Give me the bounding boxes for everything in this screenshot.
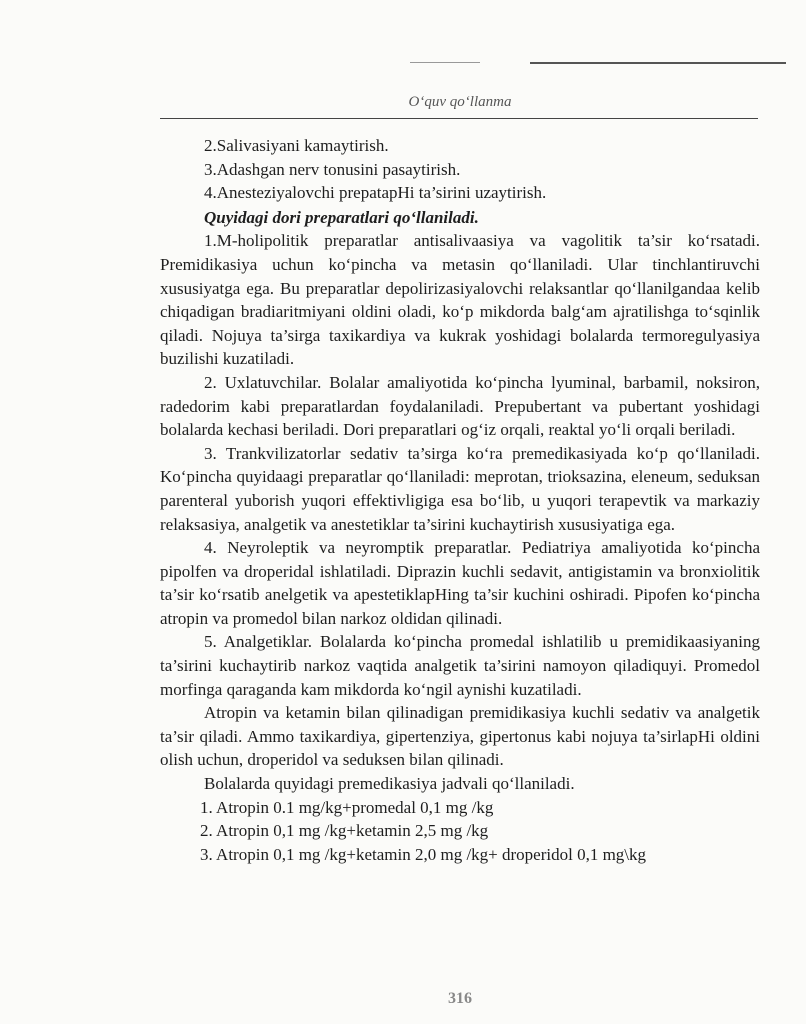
list-item: 2. Atropin 0,1 mg /kg+ketamin 2,5 mg /kg — [200, 821, 489, 841]
intro-list — [160, 134, 760, 205]
paragraph-premedication-intro: Bolalarda quyidagi premedikasiya jadvali qo‘llaniladi. — [204, 774, 575, 794]
header-rule — [160, 118, 758, 119]
top-scan-rule-mid — [410, 62, 480, 63]
paragraph-atropin-ketamin: Atropin va ketamin bilan qilinadigan premidikasiya kuchli sedativ va analgetik ta’sir qiladi. Ammo taxikardiya, gipertenziya, gipertonus kabi nojuya ta’sirlapHi oldini olish uchun, droperidol va seduksen bilan qilinadi. — [160, 703, 760, 770]
list-item: 4.Anesteziyalovchi prepatapHi ta’sirini uzaytirish. — [204, 183, 547, 203]
paragraph-uxlatuvchilar: 2. Uxlatuvchilar. Bolalar amaliyotida ko‘pincha lyuminal, barbamil, noksiron, radedorim kabi preparatlardan foydalaniladi. Prepubertant va pubertant yoshidagi bolalarda kechasi beriladi. Dori preparatlari og‘iz orqali, reaktal yo‘li orqali beriladi. — [160, 372, 760, 440]
list-item: 1. Atropin 0.1 mg/kg+promedal 0,1 mg /kg — [200, 797, 494, 817]
running-header: O‘quv qo‘llanma — [408, 94, 512, 110]
page-number: 316 — [448, 990, 472, 1007]
list-item: 2.Salivasiyani kamaytirish. — [204, 136, 389, 155]
paragraph-trankvilizatorlar: 3. Trankvilizatorlar sedativ ta’sirga ko‘ra premedikasiyada ko‘p qo‘llaniladi. Ko‘pincha quyidaagi preparatlar qo‘llaniladi: meprotan, trioksazina, eleneum, seduksan parenteral yuborish yuqori effektivligiga esa bo‘lib, u yuqori terapevtik va markaziy relaksasiya, analgetik va anestetiklar ta’sirini kuchaytirish xususiyatiga ega. — [160, 443, 760, 534]
list-item: 3.Adashgan nerv tonusini pasaytirish. — [204, 159, 461, 179]
top-scan-rule — [530, 62, 786, 64]
page-body — [160, 134, 760, 866]
premedication-regimen-list — [160, 796, 760, 867]
section-heading: Quyidagi dori preparatlari qo‘llaniladi. — [204, 207, 479, 227]
paragraph-m-holipolitik: 1.M-holipolitik preparatlar antisalivaasiya va vagolitik ta’sir ko‘rsatadi. Premidikasiya uchun ko‘pincha va metasin qo‘llaniladi. Ular tinchlantiruvchi xususiyatga ega. Bu preparatlar depolirizasiyalovchi relaksantlar qo‘llanilgandaa kelib chiqadigan bradiaritmiyani oldini oladi, ko‘p mikdorda balg‘am ajratilishga to‘sqinlik qiladi. Nojuya ta’sirga taxikardiya va kukrak yoshidagi bolalarda termoregulyasiya buzilishi kuzatiladi. — [160, 231, 760, 369]
paragraph-analgetiklar: 5. Analgetiklar. Bolalarda ko‘pincha promedal ishlatilib u premidikaasiyaning ta’sirini kuchaytirib narkoz vaqtida analgetik ta’sirini namoyon qiladiquyi. Promedol morfinga qaraganda kam mikdorda ko‘ngil aynishi kuzatiladi. — [160, 632, 760, 699]
list-item: 3. Atropin 0,1 mg /kg+ketamin 2,0 mg /kg+ droperidol 0,1 mg\kg — [200, 844, 647, 864]
paragraph-neyroleptik: 4. Neyroleptik va neyromptik preparatlar. Pediatriya amaliyotida ko‘pincha pipolfen va droperidal ishlatiladi. Diprazin kuchli sedavit, antigistamin va bronxiolitik ta’sir ko‘rsatib anelgetik va apestetiklapHing ta’sir kuchini oshiradi. Pipofen ko‘pincha atropin va promedol bilan narkoz oldidan qilinadi. — [160, 538, 760, 628]
